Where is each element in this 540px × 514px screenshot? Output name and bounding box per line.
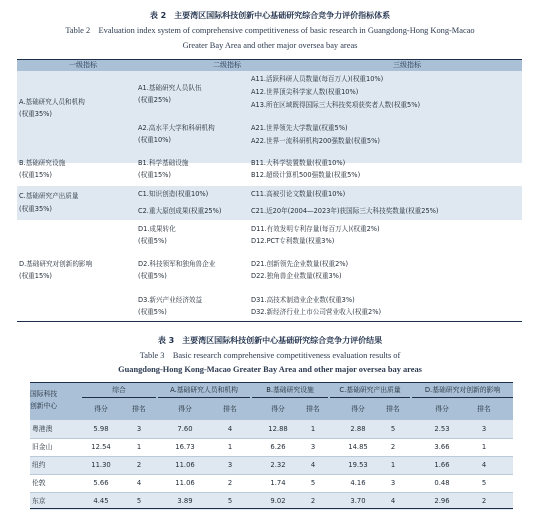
level3-b11: B11.大科学装置数量(权重10%)	[251, 159, 346, 167]
rank-cell: 3	[390, 479, 396, 487]
group-header-overall: 综合	[112, 386, 126, 394]
subheader-rank: 排名	[132, 405, 146, 413]
score-cell: 3.89	[177, 497, 193, 505]
score-cell: 14.85	[348, 443, 368, 451]
group-underline-d	[412, 397, 513, 398]
score-cell: 16.73	[175, 443, 195, 451]
level3-a13: A13.所在区域既得国际三大科技奖项获奖者人数(权重5%)	[251, 101, 421, 109]
level3-b12: B12.超级计算机500强数量(权重5%)	[251, 171, 361, 179]
level2-d1-weight: (权重5%)	[138, 237, 167, 245]
score-cell: 0.48	[434, 479, 450, 487]
rank-cell: 2	[390, 443, 396, 451]
score-cell: 11.06	[175, 461, 195, 469]
group-b-weight: (权重15%)	[19, 171, 52, 179]
rank-cell: 2	[227, 479, 233, 487]
subheader-score: 得分	[351, 405, 365, 413]
score-cell: 3.66	[434, 443, 450, 451]
level2-d3-name: D3.新兴产业经济效益	[138, 296, 203, 304]
header-level3: 三级指标	[393, 61, 421, 69]
rank-cell: 5	[310, 479, 316, 487]
level3-c21: C21.近20年(2004—2023年)获国际三大科技奖数量(权重25%)	[251, 207, 439, 215]
subheader-score: 得分	[178, 405, 192, 413]
level2-d2-name: D2.科技领军和独角兽企业	[138, 260, 216, 268]
score-cell: 3.70	[350, 497, 366, 505]
rank-cell: 2	[481, 497, 487, 505]
table2-bottom-rule	[17, 321, 522, 322]
group-header-c: C.基础研究产出质量	[339, 386, 401, 394]
level3-a12: A12.世界顶尖科学家人数(权重10%)	[251, 88, 359, 96]
level2-b1-name: B1.科学基础设施	[138, 159, 189, 167]
table2-caption-cn: 表 2 主要湾区国际科技创新中心基础研究综合竞争力评价指标体系	[149, 11, 391, 20]
score-cell: 12.88	[268, 425, 288, 433]
score-cell: 2.32	[270, 461, 286, 469]
rank-cell: 1	[390, 461, 396, 469]
level3-d31: D31.高技术制造业企业数(权重3%)	[251, 296, 355, 304]
rank-cell: 1	[136, 443, 142, 451]
rank-cell: 4	[136, 479, 142, 487]
score-cell: 2.88	[350, 425, 366, 433]
table2-caption-en-line2: Greater Bay Area and other major oversea bay areas	[182, 41, 358, 50]
subheader-score: 得分	[435, 405, 449, 413]
group-header-a: A.基础研究人员和机构	[170, 386, 238, 394]
score-cell: 7.60	[177, 425, 193, 433]
row-city-name: 伦敦	[32, 479, 46, 487]
group-underline-b	[252, 397, 328, 398]
level2-a2-weight: (权重10%)	[138, 136, 171, 144]
level2-d2-weight: (权重5%)	[138, 272, 167, 280]
level3-d11: D11.有效发明专利存量(每百万人)(权重2%)	[251, 225, 380, 233]
level3-a22: A22.世界一流科研机构200强数量(权重5%)	[251, 137, 380, 145]
rank-cell: 3	[136, 425, 142, 433]
level3-d12: D12.PCT专利数量(权重3%)	[251, 237, 335, 245]
group-d-name: D.基础研究对创新的影响	[19, 260, 93, 268]
group-b-name: B.基础研究设施	[19, 159, 66, 167]
level2-a1-name: A1.基础研究人员队伍	[138, 84, 202, 92]
score-cell: 5.66	[93, 479, 109, 487]
rank-cell: 3	[227, 461, 233, 469]
group-header-d: D.基础研究对创新的影响	[424, 386, 501, 394]
score-cell: 6.26	[270, 443, 286, 451]
row-city-name: 旧金山	[32, 443, 53, 451]
rank-cell: 1	[227, 443, 233, 451]
corner-label-line2: 创新中心	[30, 402, 58, 410]
group-d-weight: (权重15%)	[19, 272, 52, 280]
score-cell: 11.30	[91, 461, 111, 469]
rank-cell: 4	[227, 425, 233, 433]
subheader-rank: 排名	[477, 405, 491, 413]
header-level1: 一级指标	[69, 61, 97, 69]
level3-d21: D21.创新领先企业数量(权重2%)	[251, 260, 349, 268]
group-a-weight: (权重35%)	[19, 110, 52, 118]
row-city-name: 纽约	[32, 461, 46, 469]
score-cell: 4.45	[93, 497, 109, 505]
group-c-weight: (权重35%)	[19, 205, 52, 213]
group-underline-c	[330, 397, 410, 398]
score-cell: 19.53	[348, 461, 368, 469]
corner-label-line1: 国际科技	[30, 390, 58, 398]
group-a-name: A.基础研究人员和机构	[19, 98, 85, 106]
row-city-name: 粤港澳	[32, 425, 53, 433]
rank-cell: 1	[481, 443, 487, 451]
table3-caption-en-line1: Table 3 Basic research comprehensive competitiveness evaluation results of	[139, 351, 401, 360]
row-separator	[30, 474, 513, 475]
level2-c2: C2.重大原创成果(权重25%)	[138, 207, 222, 215]
level2-d3-weight: (权重5%)	[138, 308, 167, 316]
subheader-rank: 排名	[223, 405, 237, 413]
rank-cell: 4	[390, 497, 396, 505]
rank-cell: 5	[481, 479, 487, 487]
rank-cell: 4	[310, 461, 316, 469]
level2-c1: C1.知识创造(权重10%)	[138, 190, 209, 198]
evaluation-results-table	[30, 382, 513, 508]
row-city-name: 东京	[32, 497, 46, 505]
row-separator	[30, 456, 513, 457]
score-cell: 12.54	[91, 443, 111, 451]
score-cell: 5.98	[93, 425, 109, 433]
rank-cell: 5	[136, 497, 142, 505]
level2-b1-weight: (权重15%)	[138, 171, 171, 179]
level3-d22: D22.独角兽企业数量(权重3%)	[251, 272, 342, 280]
level3-a11: A11.活跃科研人员数量(每百万人)(权重10%)	[251, 75, 384, 83]
row-separator	[30, 438, 513, 439]
rank-cell: 3	[481, 425, 487, 433]
score-cell: 2.53	[434, 425, 450, 433]
rank-cell: 5	[227, 497, 233, 505]
subheader-rank: 排名	[386, 405, 400, 413]
table3-caption-cn: 表 3 主要湾区国际科技创新中心基础研究综合竞争力评价结果	[157, 336, 383, 345]
table3-bottom-rule	[30, 508, 513, 509]
level2-d1-name: D1.成果转化	[138, 225, 176, 233]
rank-cell: 4	[481, 461, 487, 469]
rank-cell: 2	[136, 461, 142, 469]
level3-c11: C11.高被引论文数量(权重10%)	[251, 190, 346, 198]
header-level2: 二级指标	[213, 61, 241, 69]
group-header-b: B.基础研究设施	[266, 386, 314, 394]
rank-cell: 2	[310, 497, 316, 505]
subheader-score: 得分	[271, 405, 285, 413]
subheader-score: 得分	[94, 405, 108, 413]
score-cell: 1.74	[270, 479, 286, 487]
rank-cell: 5	[390, 425, 396, 433]
subheader-rank: 排名	[306, 405, 320, 413]
group-underline-a	[158, 397, 250, 398]
rank-cell: 1	[310, 425, 316, 433]
level2-a1-weight: (权重25%)	[138, 96, 171, 104]
group-c-name: C.基础研究产出质量	[19, 192, 79, 200]
table2-caption-en-line1: Table 2 Evaluation index system of comprehensive competitiveness of basic research in Guangdong-Hong Kong-Macao	[65, 26, 475, 35]
row-separator	[30, 492, 513, 493]
table3-caption-en-line2: Guangdong-Hong Kong-Macao Greater Bay Area and other major oversea bay areas	[118, 365, 422, 374]
score-cell: 9.02	[270, 497, 286, 505]
score-cell: 2.96	[434, 497, 450, 505]
level2-a2-name: A2.高水平大学和科研机构	[138, 124, 215, 132]
level3-a21: A21.世界领先大学数量(权重5%)	[251, 124, 348, 132]
level3-d32: D32.新经济行业上市公司营业收入(权重2%)	[251, 308, 382, 316]
score-cell: 1.66	[434, 461, 450, 469]
score-cell: 11.06	[175, 479, 195, 487]
group-underline-overall	[82, 397, 156, 398]
rank-cell: 3	[310, 443, 316, 451]
score-cell: 4.16	[350, 479, 366, 487]
